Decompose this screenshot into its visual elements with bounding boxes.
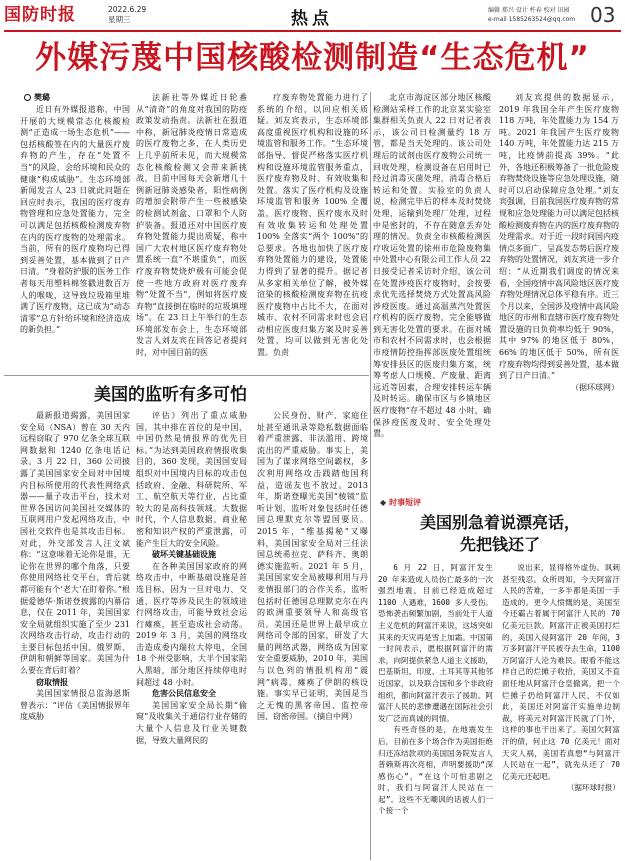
- article2-text: 公民身份、财产、家庭住址甚至通讯录等隐私数据面临着严重泄露、非法滥用、跨境流出的严重威胁。事实上，美国为了谋求网络空间霸权，多次利用网络攻击践踏他国利益，造谣友也不放过。2013 年，斯诺登曝光美国“棱镜”监听计划，监听对象包括时任德国总理默克尔等盟国要员。2015 年，“维基揭秘”又曝料，美国国家安全局对三任法国总统希拉克、萨科齐、奥朗德实施监听。2021 年 5 月，美国国家安全局被曝利用与丹麦情报部门的合作关系，监听包括时任德国总理默克尔在内的欧洲重要领导人和高级官员。美国还是世界上最早成立网络司令部的国家，研发了大量的网络武器，网络成为国家安全重要威胁，2010 年，美国与以色列的情报机构用“震网”病毒，瘫痪了伊朗的核设施。事实早已证明，美国是当之无愧的黑客帝国、监控帝国、窃密帝国。（摘自中网）: [257, 411, 368, 722]
- staff-credits: 编辑 郑兴 设计 杵春 校对 田园: [488, 7, 570, 14]
- section-divider: [4, 375, 369, 376]
- article2-text: 美国国家情报总监海恩斯曾表示：“评估《美国情报界年度威胁: [20, 689, 130, 722]
- article3-text: 说出来，显得格外虚伪。讽刺甚至残忍。众所周知，今天阿富汗人民的苦难，一多半都是美国一手造成的。更令人愤慨的是，美国至今还霸占着属于阿富汗人民的 70 亿美元巨款。阿富汗正被美国打烂的，美国入侵阿富汗 20 年间，3 万多阿富汗平民被夺去生命，1100 万阿富汗人沦为难民。眼看不能这样自己的烂摊子收拾，美国又不直面任地从阿富汗仓皇撤离，把一个烂摊子扔给阿富汗人民，不仅如此，美国还对阿富汗实施单边制裁，将美元对阿富汗民就了门外，这样的事也干出来了。美国欠阿富汗的债，何止这 70 亿美元！面对天灾人祸，美国若真想“与阿富汗人民站在一起”，就先从还了 70 亿美元还起吧。: [502, 563, 620, 781]
- article3-column-2: [502, 562, 620, 858]
- article3-headline-line2: 先把钱还了: [459, 535, 540, 554]
- article2-column-1: [20, 410, 130, 858]
- article2-column-3: [257, 410, 368, 858]
- article2-column-2: [136, 410, 247, 858]
- byline-circle-icon: [24, 94, 31, 101]
- article1-text: 刘友宾提供的数据显示，2019 年我国全年产生医疗废物 118 万吨，年处置能力为 154 万吨。2021 年我国产生医疗废物 140 万吨，年处置能力达 215 万吨，比疫情前提高 39%。“此外，各地还积极筹备了一批危险废弃物焚烧设施等应急处理设施，随时可以启动保障应急处理。”刘友宾强调，目前我国医疗废弃物的常规和应急处理能力可以满足包括核酸检测废弃物在内的医疗废弃物的处理需求。对于近一段时间国内疫情点多面广、呈高发态势后医疗废弃物的处置情况，刘友宾进一步介绍：“从近期我们调度的情况来看，全国疫情中高风险地区医疗废弃物处理情况总体平稳有序。近三个月以来，全国涉及疫情中高风险地区的市州和直辖市医疗废弃物处置设施的日负荷率均低于 90%，其中 97% 的地区低于 80%，66% 的地区低于 50%，所有医疗废弃物均得到妥善处置，基本做到了日产日清。”: [499, 93, 619, 381]
- article3-source: （据环球时报）: [566, 783, 620, 793]
- article3-headline: [380, 512, 620, 556]
- section-title: 热点: [291, 9, 333, 29]
- article2-subheading: 窃取情报: [36, 676, 68, 687]
- article1-column-2: [136, 92, 247, 374]
- article2-text: 美国国家安全局长期“偷窥”及收集关于通信行业存储的大量个人信息及行业关键数据，导致大量网民的: [136, 700, 247, 745]
- author-name: 樊璐: [34, 93, 50, 102]
- column-divider: [370, 92, 371, 490]
- article2-text: 在各种美国国家政府的网络攻击中，中断基础设施是首选目标，因为一旦对电力、交通、医疗等涉及民生的领域进行网络攻击，可能导致社会运行瘫痪，甚至造成社会动荡。2019 年 3 月，美国的网络攻击造成委内瑞拉大停电，全国 18 个州受影响，大半个国家陷入黑暗，部分地区持续停电时间超过 48 小时。: [136, 561, 247, 687]
- issue-date: [108, 5, 146, 25]
- staff-info: [488, 6, 575, 24]
- column-tag: [380, 497, 421, 508]
- byline: [24, 92, 50, 103]
- article2-subheading: 破坏关键基础设施: [152, 549, 216, 560]
- article1-column-4: [373, 92, 491, 490]
- column-divider: [370, 490, 371, 860]
- header-rule: [4, 30, 621, 32]
- article2-headline: 美国的监听有多可怕: [94, 385, 247, 405]
- article2-text: 评估》列出了重点威胁国，其中排在首位的是中国，中国仍然是情报界的优先目标。”为达到美国政府情报收集目的，360 发现，美国国安局组织对中国境内目标的攻击包括政府、金融、科研院所、军工、航空航天等行业，占比重较大的是高科技领域。大数据时代，个人信息数据、商业秘密和知识产权的严重泄露，可能产生巨大的安全风险。: [136, 411, 247, 548]
- article1-source: （据环球网）: [571, 382, 619, 392]
- page-number: 03: [590, 3, 616, 27]
- article2-subheading: 危害公民信息安全: [152, 688, 216, 699]
- article3-headline-line1: 美国别急着说漂亮话，: [419, 513, 580, 532]
- diamond-icon: ◆: [380, 498, 387, 507]
- article3-text: 6 月 22 日，阿富汗发生 20 年来造成人员伤亡最多的一次强烈地震，目前已经造成超过 1100 人遇难，1600 多人受伤。恐怖袭击频繁加剧，当前处于人道主义危机的阿富汗来说，这场突如其来的天灾再是雪上加霜。中国第一时间表示，愿根据阿富汗的需求，向阿提供紧急人道主义援助，巴基斯坦、印度、土耳其等其他邻近国家，以及联合国和多个非政府组织，都向阿富汗表示了援助。阿富汗人民的悲惨遭遇在国际社会引发广泛而真诚的同情。: [378, 563, 493, 723]
- date-line: 2022.6.29: [108, 5, 147, 14]
- article1-column-5: [499, 92, 619, 490]
- article1-column-1: [20, 104, 130, 374]
- article3-column-1: [378, 562, 493, 858]
- article1-text: 法新社等外媒近日轮番从“清奇”的角度对我国的防疫政策发动指责。法新社在报道中称，新冠肺炎疫情日常造成的医疗废物之多，在人类历史上几乎前所未见，而大规模常态化核酸检测又会带来新挑战，目前中国每天会新增几十例新冠肺炎感染者，阳性病例的增加会附带产生一些被感染的检测试剂盒、口罩和个人防护装备。报道还对中国医疗废弃物处置能力提出质疑，称中国广大农村地区医疗废弃物处置系统一直“不堪重负”，而医疗废弃物焚烧炉极有可能会促使一些地方政府对医疗废弃物“处置不当”，例如将医疗废弃物“直接倒在临时的垃圾填埋场”。在 23 日上午举行的生态环境部发布会上，生态环境部发言人刘友宾在回答记者提问时，对中国目前的医: [136, 93, 247, 358]
- staff-email: e-mail 1585263524@qq.com: [488, 16, 576, 23]
- main-headline: 外媒污蔑中国核酸检测制造“生态危机”: [35, 40, 590, 76]
- article1-text: 近日有外媒报道称，中国开展的大规模常态化核酸检测“正造成一场生态危机”——包括核酸签在内的大量医疗废弃物的产生，存在“处置不当”的风险，会给环境和民众的健康“构成威胁”。生态环境部新闻发言人 23 日就此问题在回应时表示，我国的医疗废弃物管理和应急处置能力，完全可以满足包括核酸检测废弃物在内的医疗废物的处理需求。当前，所有的医疗废物均已得到妥善处置，基本做到了日产日清。“身着防护服的医务工作者每天用塑料棉签戳进数百万人的喉咙，这导致垃圾箱里堆满了医疗废物，这已成为“动态清零”总方针给环境和经济造成的新负担。”: [20, 105, 130, 335]
- article3-text: 有些奇怪的是，在地震发生后，目前在多个场合作为美国拒绝归还冻结款项的美国国务院发言人普赖斯再次亮相，声明要援助“深感伤心”，“在这个可怕悲剧之时，我们与阿富汗人民站在一起”。这些不无嘲讽的话被人们一个接一个: [378, 725, 493, 816]
- masthead-logo: 国防时报: [4, 5, 76, 25]
- article1-column-3: [257, 92, 368, 374]
- article2-text: 最新报道揭露，美国国家安全局（NSA）曾在 30 天内远程窃取了 970 亿条全球互联网数据和 1240 亿条电话记录。3 月 22 日，360 公司披露了美国国家安全局对中国境内目标所使用的代表性网络武器——量子攻击平台，技术对世界各国访问美国社交媒体的互联网用户发起网络攻击，中国社交软件也是其攻击目标。对此，外交部发言人汪文斌称：“这意味着无论你是谁，无论你在世界的哪个角落，只要你使用网络社交平台，背后就都可能有个‘老大’在盯着你。”根据爱德华·斯诺登披露的内幕信息，仅在 2011 年，美国国家安全局就组织实施了至少 231 次网络攻击行动，攻击行动的主要目标包括中国、俄罗斯、伊朗和朝鲜等国家。美国为什么要在背后盯着？: [20, 411, 130, 676]
- article1-text: 北京市海淀区部分地区核酸检测站采样工作的北京某实验室集群相关负责人 22 日对记者表示，该公司日检测量约 18 万管，都是当天处理的。该公司处理后的试剂由医疗废物公司统一回收处理，检测设备在启用时已经过消毒灭菌处理，消毒合格后转运和处置。实验室的负责人说，检测完毕后的样本及时焚烧处理，运输到处理厂处理，过程中是密封的，不存在随意丢弃处理的情况。负责全市核酸检测医疗收运处置的徐州市危险废物集中处置中心有限公司工作人员 22 日接受记者采访时介绍，该公司在处置涉疫医疗废物时，会按要求优先选择焚烧方式处置高风险涉疫医废。通过高温蒸汽处置医疗机构的医疗废物，完全能够做到无害化处置的要求。在面对城市和农村不同需求时，也会根据市疫情防控指挥部医废处置组统筹安排县区的医废归集方案，统筹考虑人口规模、产废量、距离远近等因素，合理安排转运车辆及时转运。确保市区与乡镇地区医疗废物“存不超过 48 小时，确保涉疫医废及时、安全处理处置。: [373, 93, 491, 439]
- column-tag-label: 时事短评: [389, 498, 422, 507]
- weekday-line: 星期三: [108, 15, 131, 24]
- article1-text: 疗废弃物处置能力进行了系统的介绍，以回应相关质疑。刘友宾表示，生态环境部高度重视医疗机构和设施的环境监管和服务工作。“生态环境部指导、督促严格落实医疗机构和设施环境监管服务重点，医疗废弃物及时、有效收集和处置。落实了医疗机构及设施环境监管和服务 100% 全覆盖，医疗废物、医疗废水及时有效收集转运和处理处置 100% 全落实“两个 100%”的总要求。各地也加快了医疗废弃物处置能力的建设，处置能力得到了显著的提升。据记者从多家相关单位了解，被外媒渲染的核酸检测废弃物在抗疫医疗废物中占比不大，在面对城市、农村不同需求时也会启动相应医废归集方案及时妥善处置，均可以做到无害化处置。负责: [257, 93, 368, 358]
